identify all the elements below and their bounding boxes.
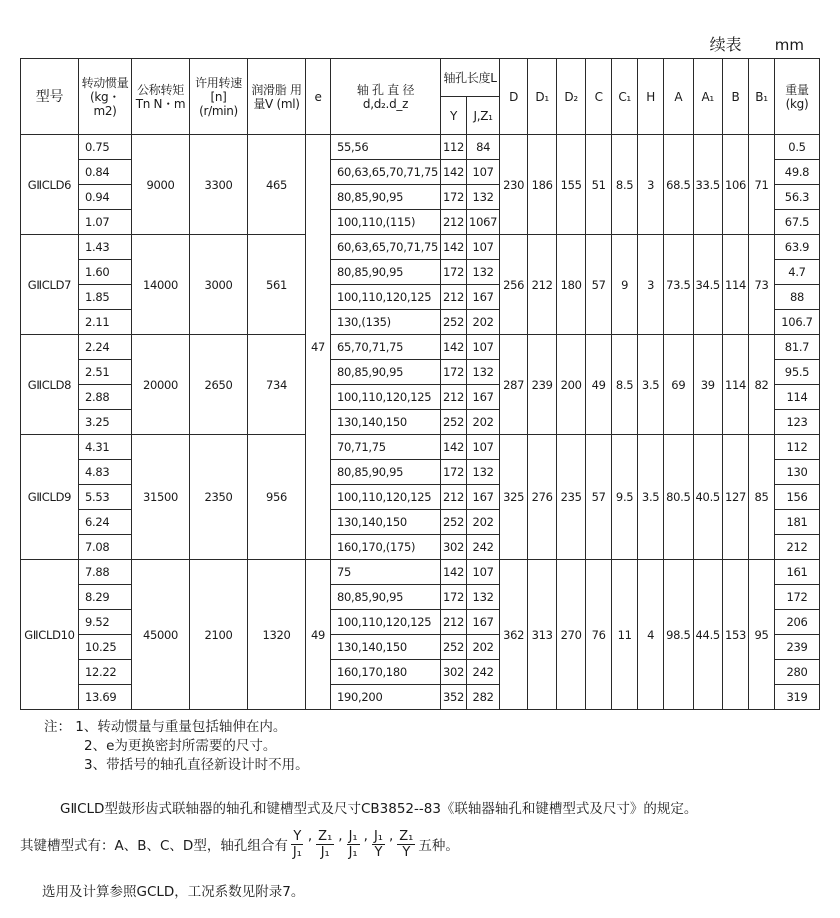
cell-D1: 186 [528,135,557,235]
cell-length-J1Z1: 132 [467,460,500,485]
cell-weight: 130 [775,460,820,485]
caption-title: 续表 [709,35,742,54]
cell-D1: 239 [528,335,557,435]
cell-weight: 81.7 [775,335,820,360]
fraction-numerator: J₁ [373,829,383,844]
cell-length-Y: 142 [440,435,466,460]
cell-length-J1Z1: 202 [467,510,500,535]
header-D1: D₁ [528,59,557,135]
cell-bore: 130,(135) [331,310,441,335]
cell-inertia: 13.69 [79,685,132,710]
cell-inertia: 4.83 [79,460,132,485]
cell-grease: 465 [248,135,306,235]
cell-torque: 31500 [132,435,190,560]
cell-model: GⅡCLD9 [21,435,79,560]
cell-D2: 270 [557,560,586,710]
table-row [21,560,820,585]
cell-model: GⅡCLD10 [21,560,79,710]
cell-bore: 65,70,71,75 [331,335,441,360]
cell-A: 98.5 [664,560,693,710]
keyway-suffix: 五种。 [418,838,459,854]
cell-A1: 33.5 [693,135,722,235]
cell-length-Y: 352 [440,685,466,710]
cell-length-Y: 212 [440,385,466,410]
notes [44,718,309,775]
header-A1: A₁ [693,59,722,135]
cell-C: 57 [586,435,612,560]
cell-length-J1Z1: 107 [467,435,500,460]
cell-weight: 63.9 [775,235,820,260]
cell-weight: 239 [775,635,820,660]
cell-A: 69 [664,335,693,435]
cell-H: 4 [638,560,664,710]
cell-weight: 4.7 [775,260,820,285]
cell-length-J1Z1: 132 [467,185,500,210]
cell-length-Y: 252 [440,510,466,535]
cell-length-Y: 172 [440,185,466,210]
cell-bore: 130,140,150 [331,635,441,660]
cell-speed: 2350 [190,435,248,560]
cell-bore: 55,56 [331,135,441,160]
header-weight: 重量 (kg) [775,59,820,135]
cell-inertia: 9.52 [79,610,132,635]
cell-C1: 9 [612,235,638,335]
cell-length-J1Z1: 1067 [467,210,500,235]
cell-bore: 130,140,150 [331,510,441,535]
cell-bore: 80,85,90,95 [331,360,441,385]
coupling-spec-table [20,58,820,710]
cell-weight: 319 [775,685,820,710]
cell-length-J1Z1: 167 [467,285,500,310]
cell-length-J1Z1: 84 [467,135,500,160]
cell-D: 230 [500,135,528,235]
cell-model: GⅡCLD6 [21,135,79,235]
cell-length-J1Z1: 107 [467,335,500,360]
cell-grease: 956 [248,435,306,560]
cell-grease: 734 [248,335,306,435]
cell-weight: 67.5 [775,210,820,235]
cell-D2: 155 [557,135,586,235]
cell-inertia: 7.88 [79,560,132,585]
cell-A: 73.5 [664,235,693,335]
cell-C1: 11 [612,560,638,710]
header-Y: Y [440,97,466,135]
cell-weight: 181 [775,510,820,535]
cell-inertia: 1.60 [79,260,132,285]
note-3: 3、带括号的轴孔直径新设计时不用。 [84,757,309,773]
cell-A1: 39 [693,335,722,435]
cell-C: 49 [586,335,612,435]
fraction-denominator: J₁ [292,845,302,860]
fraction-denominator: J₁ [320,845,330,860]
cell-D: 362 [500,560,528,710]
cell-B1: 95 [749,560,775,710]
cell-weight: 0.5 [775,135,820,160]
cell-length-Y: 142 [440,560,466,585]
cell-length-Y: 212 [440,485,466,510]
caption-unit: mm [774,36,804,54]
cell-inertia: 2.51 [79,360,132,385]
cell-bore: 60,63,65,70,71,75 [331,160,441,185]
fraction-denominator: J₁ [348,845,358,860]
cell-length-J1Z1: 132 [467,360,500,385]
cell-B: 127 [722,435,748,560]
cell-length-Y: 172 [440,260,466,285]
cell-inertia: 10.25 [79,635,132,660]
cell-model: GⅡCLD8 [21,335,79,435]
cell-e-upper: 47 [306,135,331,560]
cell-C: 76 [586,560,612,710]
cell-torque: 9000 [132,135,190,235]
cell-length-Y: 172 [440,585,466,610]
cell-length-Y: 142 [440,335,466,360]
cell-bore: 100,110,120,125 [331,385,441,410]
cell-H: 3.5 [638,435,664,560]
cell-length-J1Z1: 242 [467,535,500,560]
cell-length-J1Z1: 167 [467,485,500,510]
selection-paragraph: 选用及计算参照GCLD，工况系数见附录7。 [42,884,305,900]
cell-length-J1Z1: 132 [467,260,500,285]
cell-bore: 80,85,90,95 [331,260,441,285]
cell-torque: 14000 [132,235,190,335]
cell-length-Y: 142 [440,160,466,185]
cell-inertia: 0.84 [79,160,132,185]
cell-weight: 161 [775,560,820,585]
cell-B1: 82 [749,335,775,435]
cell-B: 106 [722,135,748,235]
table-row [21,235,820,260]
note-1: 注： 1、转动惯量与重量包括轴伸在内。 [44,719,287,735]
cell-weight: 49.8 [775,160,820,185]
cell-D2: 200 [557,335,586,435]
header-torque: 公称转矩 Tn N・m [132,59,190,135]
cell-length-J1Z1: 242 [467,660,500,685]
cell-inertia: 12.22 [79,660,132,685]
cell-weight: 114 [775,385,820,410]
cell-length-Y: 212 [440,210,466,235]
cell-length-Y: 212 [440,610,466,635]
cell-inertia: 6.24 [79,510,132,535]
cell-length-J1Z1: 107 [467,160,500,185]
header-A: A [664,59,693,135]
cell-A: 80.5 [664,435,693,560]
header-speed: 许用转速 [n] (r/min) [190,59,248,135]
cell-length-J1Z1: 282 [467,685,500,710]
cell-inertia: 4.31 [79,435,132,460]
bore-combination-fraction [397,829,415,860]
cell-length-Y: 252 [440,410,466,435]
cell-D: 256 [500,235,528,335]
cell-C: 51 [586,135,612,235]
cell-bore: 100,110,120,125 [331,285,441,310]
cell-inertia: 7.08 [79,535,132,560]
cell-C1: 8.5 [612,335,638,435]
cell-model: GⅡCLD7 [21,235,79,335]
table-row [21,335,820,360]
cell-weight: 172 [775,585,820,610]
cell-bore: 80,85,90,95 [331,185,441,210]
header-B: B [722,59,748,135]
header-e: e [306,59,331,135]
cell-length-Y: 142 [440,235,466,260]
cell-B1: 85 [749,435,775,560]
cell-length-Y: 172 [440,360,466,385]
header-D: D [500,59,528,135]
cell-inertia: 2.11 [79,310,132,335]
cell-length-J1Z1: 202 [467,635,500,660]
cell-D1: 313 [528,560,557,710]
bore-combination-fractions: $\frac{Y}{\text{J₁}}$ , $\frac{\text{Z₁}}{\text{J₁}}$ , $\frac{\text{J₁}}{\text{J₁}}$ , $\frac{\text{J₁}}{Y}$ , $\frac{\text{Z₁}}{Y}$ [292,828,414,860]
header-model: 型号 [21,59,79,135]
cell-inertia: 1.85 [79,285,132,310]
cell-inertia: 2.24 [79,335,132,360]
header-inertia: 转动惯量 (kg・m2) [79,59,132,135]
cell-D1: 276 [528,435,557,560]
cell-bore: 100,110,120,125 [331,610,441,635]
cell-A1: 34.5 [693,235,722,335]
cell-D: 287 [500,335,528,435]
cell-bore: 75 [331,560,441,585]
cell-grease: 561 [248,235,306,335]
keyway-prefix: 其键槽型式有：A、B、C、D型，轴孔组合有 [20,838,288,854]
header-grease: 润滑脂 用量V (ml) [248,59,306,135]
cell-length-J1Z1: 132 [467,585,500,610]
cell-inertia: 1.07 [79,210,132,235]
cell-H: 3.5 [638,335,664,435]
cell-torque: 45000 [132,560,190,710]
cell-weight: 95.5 [775,360,820,385]
cell-speed: 2650 [190,335,248,435]
cell-A: 68.5 [664,135,693,235]
header-bore: 轴 孔 直 径 d,d₂.d_z [331,59,441,135]
cell-length-Y: 112 [440,135,466,160]
cell-bore: 130,140,150 [331,410,441,435]
cell-length-Y: 212 [440,285,466,310]
cell-length-J1Z1: 202 [467,310,500,335]
cell-length-J1Z1: 202 [467,410,500,435]
note-2: 2、e为更换密封所需要的尺寸。 [84,738,277,754]
cell-length-J1Z1: 107 [467,560,500,585]
cell-weight: 206 [775,610,820,635]
keyway-paragraph [20,822,459,866]
fraction-denominator: Y [374,845,383,860]
fraction-numerator: Z₁ [399,829,414,844]
header-J1Z1: J,Z₁ [467,97,500,135]
cell-inertia: 3.25 [79,410,132,435]
cell-B: 114 [722,235,748,335]
cell-length-J1Z1: 167 [467,385,500,410]
cell-bore: 70,71,75 [331,435,441,460]
spec-table-body [21,135,820,710]
cell-e-lower: 49 [306,560,331,710]
fraction-denominator: Y [402,845,411,860]
cell-weight: 56.3 [775,185,820,210]
cell-weight: 123 [775,410,820,435]
cell-bore: 160,170,180 [331,660,441,685]
cell-B: 114 [722,335,748,435]
cell-length-Y: 252 [440,635,466,660]
cell-weight: 106.7 [775,310,820,335]
fraction-numerator: Z₁ [318,829,333,844]
cell-H: 3 [638,135,664,235]
cell-C1: 8.5 [612,135,638,235]
cell-inertia: 5.53 [79,485,132,510]
cell-D: 325 [500,435,528,560]
bore-combination-fraction [316,829,334,860]
header-C: C [586,59,612,135]
header-length: 轴孔长度L [440,59,499,97]
table-row [21,435,820,460]
cell-bore: 60,63,65,70,71,75 [331,235,441,260]
cell-C1: 9.5 [612,435,638,560]
cell-length-J1Z1: 107 [467,235,500,260]
cell-weight: 156 [775,485,820,510]
cell-speed: 2100 [190,560,248,710]
cell-speed: 3000 [190,235,248,335]
cell-B1: 73 [749,235,775,335]
cell-inertia: 0.75 [79,135,132,160]
cell-H: 3 [638,235,664,335]
cell-D1: 212 [528,235,557,335]
bore-combination-fraction [291,829,304,860]
cell-bore: 100,110,120,125 [331,485,441,510]
cell-inertia: 1.43 [79,235,132,260]
cell-A1: 40.5 [693,435,722,560]
cell-D2: 180 [557,235,586,335]
table-row [21,135,820,160]
cell-speed: 3300 [190,135,248,235]
cell-B: 153 [722,560,748,710]
cell-bore: 80,85,90,95 [331,460,441,485]
cell-D2: 235 [557,435,586,560]
table-caption [710,32,804,55]
header-C1: C₁ [612,59,638,135]
cell-C: 57 [586,235,612,335]
cell-grease: 1320 [248,560,306,710]
cell-B1: 71 [749,135,775,235]
cell-length-Y: 302 [440,535,466,560]
cell-weight: 88 [775,285,820,310]
cell-length-Y: 172 [440,460,466,485]
fraction-numerator: Y [293,829,302,844]
cell-bore: 160,170,(175) [331,535,441,560]
cell-weight: 112 [775,435,820,460]
cell-inertia: 2.88 [79,385,132,410]
cell-A1: 44.5 [693,560,722,710]
header-B1: B₁ [749,59,775,135]
cell-length-Y: 252 [440,310,466,335]
cell-inertia: 8.29 [79,585,132,610]
cell-weight: 280 [775,660,820,685]
cell-torque: 20000 [132,335,190,435]
cell-bore: 80,85,90,95 [331,585,441,610]
cell-bore: 100,110,(115) [331,210,441,235]
standard-paragraph: GⅡCLD型鼓形齿式联轴器的轴孔和键槽型式及尺寸CB3852--83《联轴器轴孔和键槽型式及尺寸》的规定。 [60,801,698,817]
cell-inertia: 0.94 [79,185,132,210]
bore-combination-fraction [372,829,385,860]
cell-bore: 190,200 [331,685,441,710]
header-D2: D₂ [557,59,586,135]
bore-combination-fraction [347,829,360,860]
cell-weight: 212 [775,535,820,560]
cell-length-J1Z1: 167 [467,610,500,635]
cell-length-Y: 302 [440,660,466,685]
header-H: H [638,59,664,135]
fraction-numerator: J₁ [348,829,358,844]
